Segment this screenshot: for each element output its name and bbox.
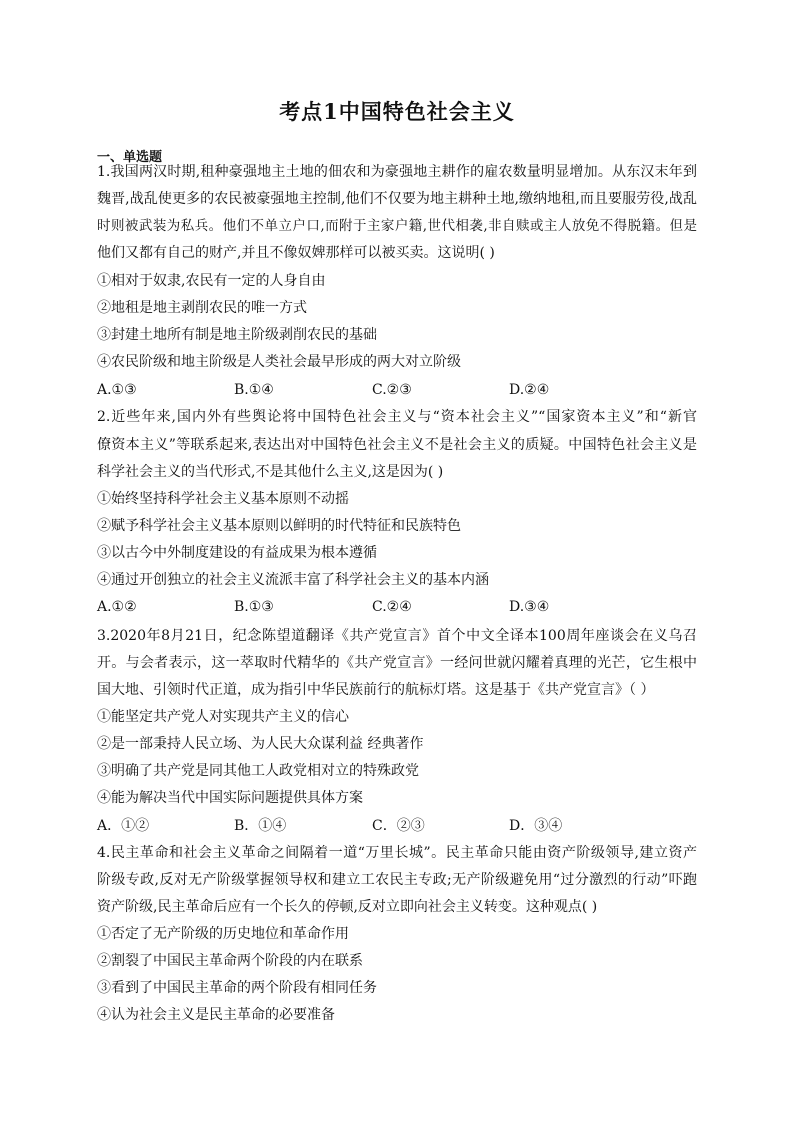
page-title: 考点1中国特色社会主义 xyxy=(279,99,515,124)
question-2-stem-line-2: 僚资本主义”等联系起来,表达出对中国特色社会主义不是社会主义的质疑。中国特色社会主义是 xyxy=(97,437,697,453)
question-3-item-1: ①能坚定共产党人对实现共产主义的信心 xyxy=(97,709,349,725)
question-2-item-1: ①始终坚持科学社会主义基本原则不动摇 xyxy=(97,491,349,507)
question-4-stem-line-3: 资产阶级,民主革命后应有一个长久的停顿,反对立即向社会主义转变。这种观点( ) xyxy=(97,899,598,915)
question-4-item-2: ②割裂了中国民主革命两个阶段的内在联系 xyxy=(97,953,363,969)
question-3-option-d: D．③④ xyxy=(509,818,563,834)
question-1-item-2: ②地租是地主剥削农民的唯一方式 xyxy=(97,300,307,316)
question-2-stem-line-1: 2.近些年来,国内外有些舆论将中国特色社会主义与“资本社会主义”“国家资本主义”和“新官 xyxy=(97,409,697,425)
question-4-stem-line-2: 阶级专政,反对无产阶级掌握领导权和建立工农民主专政;无产阶级避免用“过分激烈的行动”吓跑 xyxy=(97,872,697,888)
question-1-option-d: D.②④ xyxy=(509,382,550,398)
question-2-option-c: C.②④ xyxy=(372,599,412,615)
question-2-item-3: ③以古今中外制度建设的有益成果为根本遵循 xyxy=(97,545,377,561)
question-3-item-3: ③明确了共产党是同其他工人政党相对立的特殊政党 xyxy=(97,763,419,779)
question-1-item-3: ③封建土地所有制是地主阶级剥削农民的基础 xyxy=(97,327,377,343)
question-1-stem-line-4: 他们又都有自己的财产,并且不像奴婢那样可以被买卖。这说明( ) xyxy=(97,245,495,261)
question-2-item-4: ④通过开创独立的社会主义流派丰富了科学社会主义的基本内涵 xyxy=(97,572,489,588)
question-1-stem-line-1: 1.我国两汉时期,租种豪强地主土地的佃农和为豪强地主耕作的雇农数量明显增加。从东汉末年到 xyxy=(97,164,697,180)
question-3-item-4: ④能为解决当代中国实际问题提供具体方案 xyxy=(97,790,363,806)
question-3-stem-line-2: 开。与会者表示，这一萃取时代精华的《共产党宣言》一经问世就闪耀着真理的光芒，它生根中 xyxy=(97,655,697,671)
question-1-item-4: ④农民阶级和地主阶级是人类社会最早形成的两大对立阶级 xyxy=(97,354,461,370)
question-1-item-1: ①相对于奴隶,农民有一定的人身自由 xyxy=(97,273,326,289)
question-1-option-b: B.①④ xyxy=(234,382,274,398)
question-2-stem-line-3: 科学社会主义的当代形式,不是其他什么主义,这是因为( ) xyxy=(97,464,444,480)
question-2-option-d: D.③④ xyxy=(509,599,550,615)
question-1-option-c: C.②③ xyxy=(372,382,412,398)
question-3-option-a: A．①② xyxy=(97,818,150,834)
question-4-item-4: ④认为社会主义是民主革命的必要准备 xyxy=(97,1007,335,1023)
question-1-stem-line-3: 时则被武装为私兵。他们不单立户口,而附于主家户籍,世代相袭,非自赎或主人放免不得脱籍。但是 xyxy=(97,218,697,234)
question-3-stem-line-1: 3.2020年8月21日，纪念陈望道翻译《共产党宣言》首个中文全译本100周年座谈会在义乌召 xyxy=(97,628,697,644)
question-1-option-a: A.①③ xyxy=(97,382,137,398)
question-1-stem-line-2: 魏晋,战乱使更多的农民被豪强地主控制,他们不仅要为地主耕种土地,缴纳地租,而且要服劳役,战乱 xyxy=(97,191,697,207)
question-2-option-b: B.①③ xyxy=(234,599,274,615)
question-4-stem-line-1: 4.民主革命和社会主义革命之间隔着一道“万里长城”。民主革命只能由资产阶级领导,建立资产 xyxy=(97,845,697,861)
question-4-item-1: ①否定了无产阶级的历史地位和革命作用 xyxy=(97,926,349,942)
question-4-item-3: ③看到了中国民主革命的两个阶段有相同任务 xyxy=(97,980,377,996)
question-3-option-b: B．①④ xyxy=(234,818,287,834)
question-2-item-2: ②赋予科学社会主义基本原则以鲜明的时代特征和民族特色 xyxy=(97,518,461,534)
question-3-option-c: C．②③ xyxy=(372,818,425,834)
question-3-item-2: ②是一部秉持人民立场、为人民大众谋利益 经典著作 xyxy=(97,736,424,752)
question-2-option-a: A.①② xyxy=(97,599,137,615)
question-3-stem-line-3: 国大地、引领时代正道，成为指引中华民族前行的航标灯塔。这是基于《共产党宣言》（ ） xyxy=(97,682,655,698)
section-heading: 一、单选题 xyxy=(97,150,163,165)
